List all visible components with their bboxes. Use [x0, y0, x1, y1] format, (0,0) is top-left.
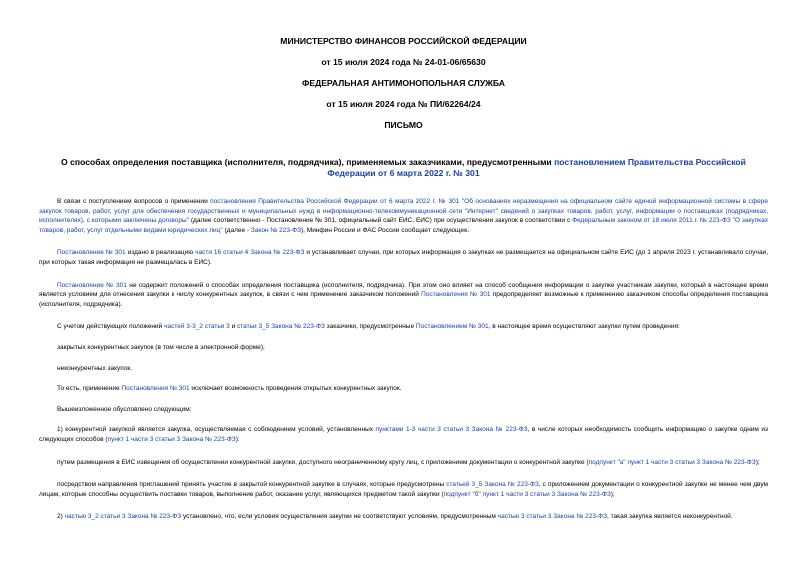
link-law-223[interactable]: Закон № 223-ФЗ	[250, 226, 302, 234]
paragraph-11	[39, 480, 768, 499]
service-heading: ФЕДЕРАЛЬНАЯ АНТИМОНОПОЛЬНАЯ СЛУЖБА	[302, 78, 505, 88]
paragraph-intro	[39, 197, 768, 235]
text: (далее соответственно - Постановление № 301, официальный сайт ЕИС, ЕИС) при осуществлении закупок в соответствии с	[189, 217, 573, 225]
document-title	[39, 157, 768, 179]
text: и	[229, 323, 238, 331]
text: В связи с поступлением вопросов о применении	[57, 198, 211, 205]
text: неконкурентных закупок.	[57, 364, 133, 372]
text: , такая закупка является неконкурентной.	[607, 513, 733, 521]
text: установлено, что, если условия осуществления закупки не соответствуют условиям, предусмотренным	[181, 513, 498, 521]
paragraph-9	[39, 425, 768, 444]
link-subpoint-a[interactable]: подпункт "а" пункт 1 части 3 статьи 3 Закона № 223-ФЗ	[588, 458, 756, 466]
text: предопределяет возможные к применению заказчиком способы определения поставщика (исполнителя, подрядчика).	[39, 291, 768, 308]
text: ), Минфин России и ФАС России сообщает следующее.	[301, 226, 470, 234]
text: То есть, применение	[57, 385, 122, 393]
paragraph-6	[39, 364, 768, 374]
service-date: от 15 июля 2024 года № ПИ/62264/24	[326, 99, 481, 109]
link-article-3-5[interactable]: статьи 3_5 Закона № 223-ФЗ	[237, 323, 325, 331]
ministry-date: от 15 июля 2024 года № 24-01-06/65630	[321, 57, 486, 67]
link-parts-3[interactable]: частей 3-3_2 статьи 3	[164, 323, 230, 331]
text: 2)	[57, 513, 65, 521]
link-part-3-2[interactable]: частью 3_2 статьи 3 Закона № 223-ФЗ	[64, 513, 182, 521]
link-resolution-301[interactable]: Постановления № 301	[421, 291, 491, 299]
paragraph-7	[39, 384, 768, 394]
link-part-3[interactable]: частью 3 статьи 3 Закона № 223-ФЗ	[497, 513, 607, 521]
title-link[interactable]: постановлением Правительства Российской Федерации от 6 марта 2022 г. № 301	[327, 157, 746, 178]
link-resolution-301[interactable]: Постановлением № 301	[415, 323, 489, 331]
paragraph-2	[39, 248, 768, 267]
ministry-heading: МИНИСТЕРСТВО ФИНАНСОВ РОССИЙСКОЙ ФЕДЕРАЦИИ	[280, 36, 527, 46]
text: ):	[235, 435, 240, 443]
document-type: ПИСЬМО	[384, 120, 423, 130]
text: (далее -	[222, 226, 251, 234]
link-resolution-301[interactable]: постановления Правительства Российской Федерации от 6 марта 2022 г. № 301 "Об основаниях неразмещения на официальном сайте единой информационной системы в сфере закупок товаров, работ, услуг для обеспечения государственных и муниципальных нужд в информационно-телекоммуникационной сети "Интернет" сведений о закупках товаров, работ, услуг, информации о поставщиках (подрядчиках, исполнителях), с которыми заключены договоры"	[39, 198, 768, 225]
text: );	[755, 458, 760, 466]
text: и устанавливает случаи, при которых информация о закупках не размещается на официальном сайте ЕИС (до 1 апреля 2023 г. устанавливало случаи, при которых такая информация не размещалась в ЕИС).	[39, 249, 768, 266]
text: не содержит положений о способах определения поставщика (исполнителя, подрядчика). При этом оно влияет на способ сообщения информации о закупке участникам закупки, который в настоящее время является условием для отнесения закупки к числу конкурентных закупок, в связи с чем применение заказчиком положений	[39, 281, 769, 299]
link-point-1[interactable]: пункт 1 части 3 статьи 3 Закона № 223-ФЗ	[107, 435, 236, 443]
text: заказчики, предусмотренные	[324, 323, 416, 331]
link-article-3-5[interactable]: статьей 3_5 Закона № 223-ФЗ	[446, 481, 539, 489]
link-federal-law[interactable]: Федеральным законом от 18 июля 2011 г. № 223-ФЗ "О закупках товаров, работ, услуг отдельными видами юридических лиц"	[39, 217, 768, 234]
link-resolution-301[interactable]: Постановления № 301	[121, 385, 190, 393]
paragraph-10	[39, 458, 768, 468]
text: , в числе которых необходимость сообщить информацию о закупке одним из следующих способов (	[39, 426, 769, 443]
text: путем размещения в ЕИС извещения об осуществлении конкурентной закупки, доступного неограниченному кругу лиц, с приложением документации о конкурентной закупке (	[57, 458, 589, 466]
paragraph-3	[39, 281, 768, 310]
link-subpoint-b[interactable]: подпункт "б" пункт 1 части 3 статьи 3 Закона № 223-ФЗ	[443, 490, 611, 498]
link-resolution-301[interactable]: Постановление № 301	[57, 249, 126, 257]
link-resolution-301[interactable]: Постановление № 301	[57, 281, 127, 289]
paragraph-12	[39, 512, 768, 522]
paragraph-5	[39, 343, 768, 353]
paragraph-4	[39, 322, 768, 332]
title-text: О способах определения поставщика (исполнителя, подрядчика), применяемых заказчиками, предусмотренными	[61, 157, 555, 167]
text: исключает возможность проведения открытых конкурентных закупок.	[189, 385, 402, 393]
text: посредством направления приглашений принять участие в закрытой конкурентной закупке в случаях, которые предусмотрены	[57, 481, 447, 489]
text: , с приложением документации о конкурентной закупке не менее чем двум лицам, которые способны осуществить поставки товаров, выполнение работ, оказание услуг, являющихся предметом такой закупки (	[39, 481, 768, 498]
paragraph-8	[39, 405, 768, 415]
text: издано в реализацию	[125, 249, 196, 257]
text: С учетом действующих положений	[57, 323, 165, 331]
text: , в настоящее время осуществляют закупки путем проведения:	[488, 323, 680, 331]
text: 1) конкурентной закупкой является закупка, осуществляемая с соблюдением условий, установленных	[57, 426, 376, 434]
link-points-1-3[interactable]: пунктами 1-3 части 3 статьи 3 Закона № 223-ФЗ	[375, 426, 528, 434]
text: );	[610, 490, 615, 498]
text: Вышеизложенное обусловлено следующим:	[57, 405, 192, 413]
text: закрытых конкурентных закупок (в том числе в электронной форме);	[57, 343, 265, 351]
link-part-16[interactable]: части 16 статьи 4 Закона № 223-ФЗ	[195, 249, 305, 257]
